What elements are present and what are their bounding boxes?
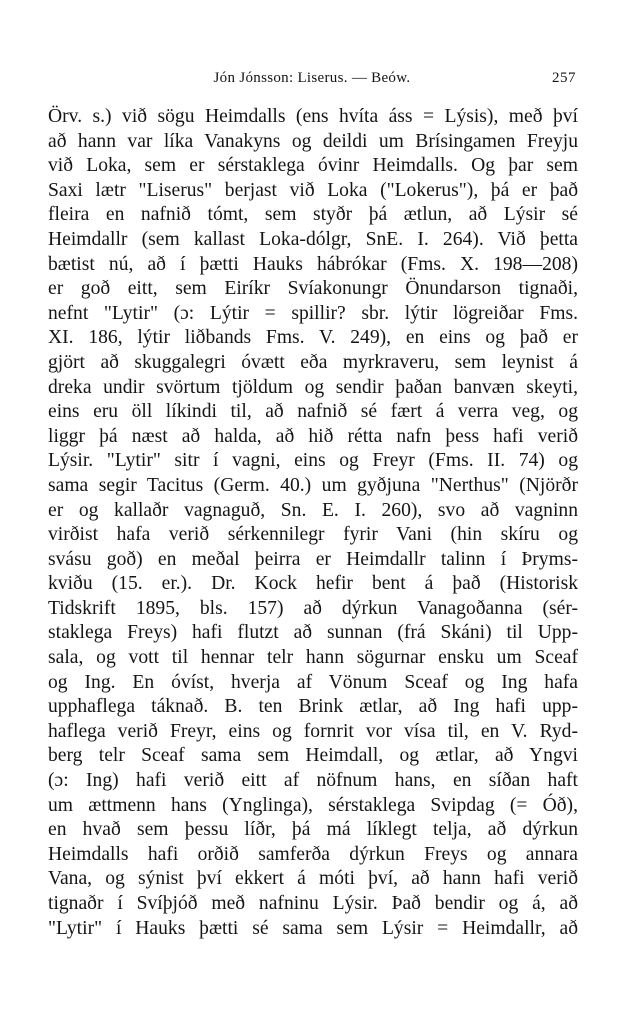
text-line: kviðu (15. er.). Dr. Kock hefir bent á það (Historisk <box>48 573 578 595</box>
text-line: en hvað sem þessu líðr, þá má líklegt telja, að dýrkun <box>48 819 578 841</box>
text-line: Saxi lætr "Liserus" berjast við Loka ("Lokerus"), þá er það <box>48 179 578 201</box>
text-line: fleira en nafnið tómt, sem styðr þá ætlun, að Lýsir sé <box>48 204 578 226</box>
text-line: Lýsir. "Lytir" sitr í vagni, eins og Freyr (Fms. II. 74) og <box>48 450 578 472</box>
text-line: svásu goð) en meðal þeirra er Heimdallr talinn í Þryms- <box>48 548 578 570</box>
text-line: (ɔ: Ing) hafi verið eitt af nöfnum hans, en síðan haft <box>48 770 578 792</box>
text-line: sama segir Tacitus (Germ. 40.) um gyðjuna "Nerthus" (Njörðr <box>48 474 578 496</box>
text-line: berg telr Sceaf sama sem Heimdall, og ætlar, að Yngvi <box>48 745 578 767</box>
text-line: Heimdalls hafi orðið samferða dýrkun Freys og annara <box>48 843 578 865</box>
text-line: um ættmenn hans (Ynglinga), sérstaklega Svipdag (= Óð), <box>48 794 578 816</box>
text-line: dreka undir svörtum tjöldum og sendir þaðan banvæn skeyti, <box>48 376 578 398</box>
text-line: gjört að skuggalegri óvætt eða myrkraveru, sem leynist á <box>48 351 578 373</box>
text-line: Heimdallr (sem kallast Loka-dólgr, SnE. I. 264). Við þetta <box>48 228 578 250</box>
text-line: Örv. s.) við sögu Heimdalls (ens hvíta áss = Lýsis), með því <box>48 106 578 127</box>
text-line: nefnt "Lytir" (ɔ: Lýtir = spillir? sbr. lýtir lögreiðar Fms. <box>48 302 578 324</box>
page-number: 257 <box>552 70 576 86</box>
text-line: haflega verið Freyr, eins og fornrit vor vísa til, en V. Ryd- <box>48 720 578 742</box>
text-line: við Loka, sem er sérstaklega óvinr Heimdalls. Og þar sem <box>48 155 578 177</box>
body-text <box>48 105 578 941</box>
text-line: staklega Freys) hafi flutzt að sunnan (frá Skáni) til Upp- <box>48 622 578 644</box>
text-line: "Lytir" í Hauks þætti sé sama sem Lýsir = Heimdallr, að <box>48 917 578 939</box>
text-line: sala, og vott til hennar telr hann sögurnar ensku um Sceaf <box>48 647 578 669</box>
text-line: upphaflega táknað. B. ten Brink ætlar, að Ing hafi upp- <box>48 696 578 718</box>
text-line: liggr þá næst að halda, að hið rétta nafn þess hafi verið <box>48 425 578 447</box>
text-line: Tidskrift 1895, bls. 157) að dýrkun Vanagoðanna (sér- <box>48 597 578 619</box>
running-title: Jón Jónsson: Liserus. — Beów. <box>213 70 411 86</box>
text-line: tignaðr í Svíþjóð með nafninu Lýsir. Það bendir og á, að <box>48 893 578 914</box>
text-line: virðist hafa verið sérkennilegr fyrir Vani (hin skíru og <box>48 524 578 546</box>
running-head <box>48 70 576 94</box>
text-line: er og kallaðr vagnaguð, Sn. E. I. 260), svo að vagninn <box>48 499 578 521</box>
text-line: er goð eitt, sem Eiríkr Svíakonungr Önundarson tignaði, <box>48 278 578 300</box>
text-line: Vana, og sýnist því ekkert á móti því, að hann hafi verið <box>48 868 578 890</box>
text-line: að hann var líka Vanakyns og deildi um Brísingamen Freyju <box>48 130 578 152</box>
text-line: bætist nú, að í þætti Hauks hábrókar (Fms. X. 198—208) <box>48 253 578 275</box>
text-line: XI. 186, lýtir liðbands Fms. V. 249), en eins og það er <box>48 327 578 349</box>
text-line: og Ing. En óvíst, hverja af Vönum Sceaf og Ing hafa <box>48 671 578 693</box>
text-line: eins eru öll líkindi til, að nafnið sé fært á verra veg, og <box>48 401 578 423</box>
